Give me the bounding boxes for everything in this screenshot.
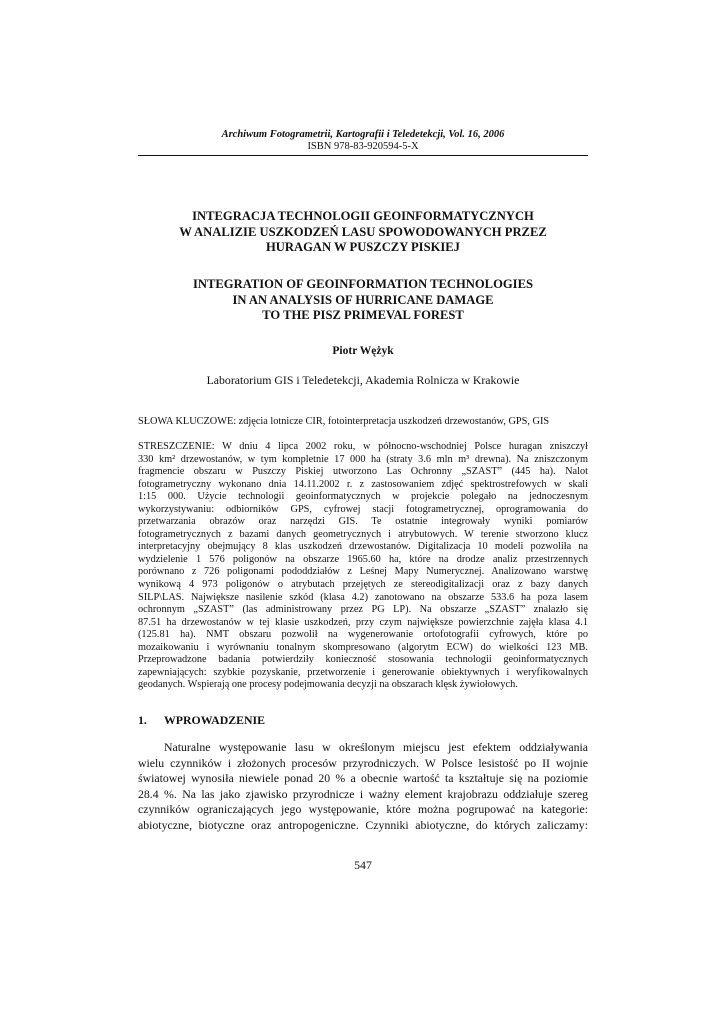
abstract-line: 87.51 ha drzewostanów w tej klasie uszkodzeń, przy czym największe powierzchnie zajęła klasa 4.1 (138, 616, 588, 628)
abstract-line: wykorzystywaniu: odbiorników GPS, cyfrowej stacji fotogrametrycznej, oprogramowania do (138, 503, 588, 515)
title-polish-line: W ANALIZIE USZKODZEŃ LASU SPOWODOWANYCH PRZEZ (179, 224, 547, 239)
journal-header: Archiwum Fotogrametrii, Kartografii i Teledetekcji, Vol. 16, 2006 (221, 129, 505, 140)
abstract-line: zapewniających: szybkie pozyskanie, przetworzenie i generowanie obiektywnych i weryfikowalnych (138, 666, 588, 678)
abstract-line: fotogrametrycznych z bazami danych geometrycznych i atrybutowych. W terenie stworzono klucz (138, 528, 588, 540)
body-line: abiotyczne, biotyczne oraz antropogeniczne. Czynniki abiotyczne, do których zaliczamy: (138, 817, 588, 832)
abstract-line: fragmencie obszaru w Puszczy Piskiej utworzono Las Ochronny „SZAST” (445 ha). Nalot (138, 466, 588, 478)
body-line: Naturalne występowanie lasu w określonym miejscu jest efektem oddziaływania (164, 740, 588, 754)
abstract-line: porównano z 726 poligonami pododdziałów z Leśnej Mapy Numerycznej. Analizowano warstwę (138, 566, 588, 578)
title-english-line: IN AN ANALYSIS OF HURRICANE DAMAGE (232, 292, 494, 307)
title-english (138, 277, 588, 324)
header-rule (138, 155, 588, 156)
abstract-line: STRESZCZENIE: W dniu 4 lipca 2002 roku, w północno-wschodniej Polsce huragan zniszczył (138, 441, 588, 452)
abstract-line: Przeprowadzone badania potwierdziły konieczność stosowania technologii geoinformatycznych (138, 654, 588, 666)
abstract-line: geodanych. Wspierają one procesy podejmowania decyzji na obszarach klęsk żywiołowych. (138, 679, 518, 691)
isbn: ISBN 978-83-920594-5-X (307, 141, 419, 152)
keywords: SŁOWA KLUCZOWE: zdjęcia lotnicze CIR, fotointerpretacja uszkodzeń drzewostanów, GPS, GIS (138, 416, 550, 427)
author: Piotr Wężyk (332, 345, 394, 357)
abstract-line: 1:15 000. Użycie technologii geoinformatycznych w projekcie polegało na jednoczesnym (138, 491, 588, 503)
page-number: 547 (354, 858, 372, 872)
abstract-line: mozaikowaniu i wyrównaniu tonalnym skompresowano (algorytm ECW) do wielkości 123 MB. (138, 641, 588, 653)
section-title: WPROWADZENIE (164, 713, 265, 727)
title-english-line: TO THE PISZ PRIMEVAL FOREST (262, 308, 464, 322)
abstract-line: ochronnym „SZAST” (las administrowany przez PG LP). Na obszarze „SZAST” znalazło się (138, 604, 588, 616)
title-polish-line: INTEGRACJA TECHNOLOGII GEOINFORMATYCZNYCH (192, 209, 534, 223)
title-polish-line: HURAGAN W PUSZCZY PISKIEJ (266, 240, 460, 254)
affiliation: Laboratorium GIS i Teledetekcji, Akademia Rolnicza w Krakowie (206, 373, 520, 387)
body-line: wielu czynników i złożonych procesów przyrodniczych. W Polsce lesistość po II wojnie (138, 755, 588, 770)
section-number: 1. (138, 713, 147, 727)
abstract-line: 330 km² drzewostanów, w tym kompletnie 17 000 ha (straty 3.6 mln m³ drewna). Na zniszczonym (138, 453, 588, 465)
abstract-line: wynikową 4 973 poligonów o atrybutach przejętych ze stereodigitalizacji oraz z bazy danych (138, 579, 588, 591)
title-polish (138, 209, 588, 256)
abstract-line: fotogrametryczny wykonano dnia 14.11.2002 r. z zastosowaniem zdjęć spektrostrefowych w skali (138, 478, 588, 490)
body-line: światowej wynosiła niewiele ponad 20 % a obecnie wartość ta kształtuje się na poziomie (138, 771, 588, 786)
abstract-line: wydzielenie 1 576 poligonów na obszarze 1965.60 ha, które na drodze analiz przestrzennych (138, 553, 588, 565)
abstract-line: (125.81 ha). NMT obszaru pozwolił na wygenerowanie ortofotografii cyfrowych, które po (138, 629, 588, 641)
section-body (138, 740, 588, 834)
title-english-line: INTEGRATION OF GEOINFORMATION TECHNOLOGIES (193, 277, 533, 291)
section-heading (138, 713, 588, 728)
abstract (138, 441, 588, 692)
body-line: 28.4 %. Na las jako zjawisko przyrodnicze i ważny element krajobrazu oddziałuje szereg (138, 786, 588, 801)
abstract-line: interpretacyjny obejmujący 8 klas uszkodzeń drzewostanów. Digitalizacja 10 modeli pozwoliła na (138, 541, 588, 553)
body-line: czynników ograniczających jego występowanie, które można pogrupować na kategorie: (138, 802, 588, 817)
abstract-line: przetwarzania obrazów oraz narzędzi GIS. Te ostatnie integrowały wyniki pomiarów (138, 516, 588, 528)
abstract-line: SILP\LAS. Największe nasilenie szkód (klasa 4.2) zanotowano na obszarze 533.6 ha poza lasem (138, 591, 588, 603)
